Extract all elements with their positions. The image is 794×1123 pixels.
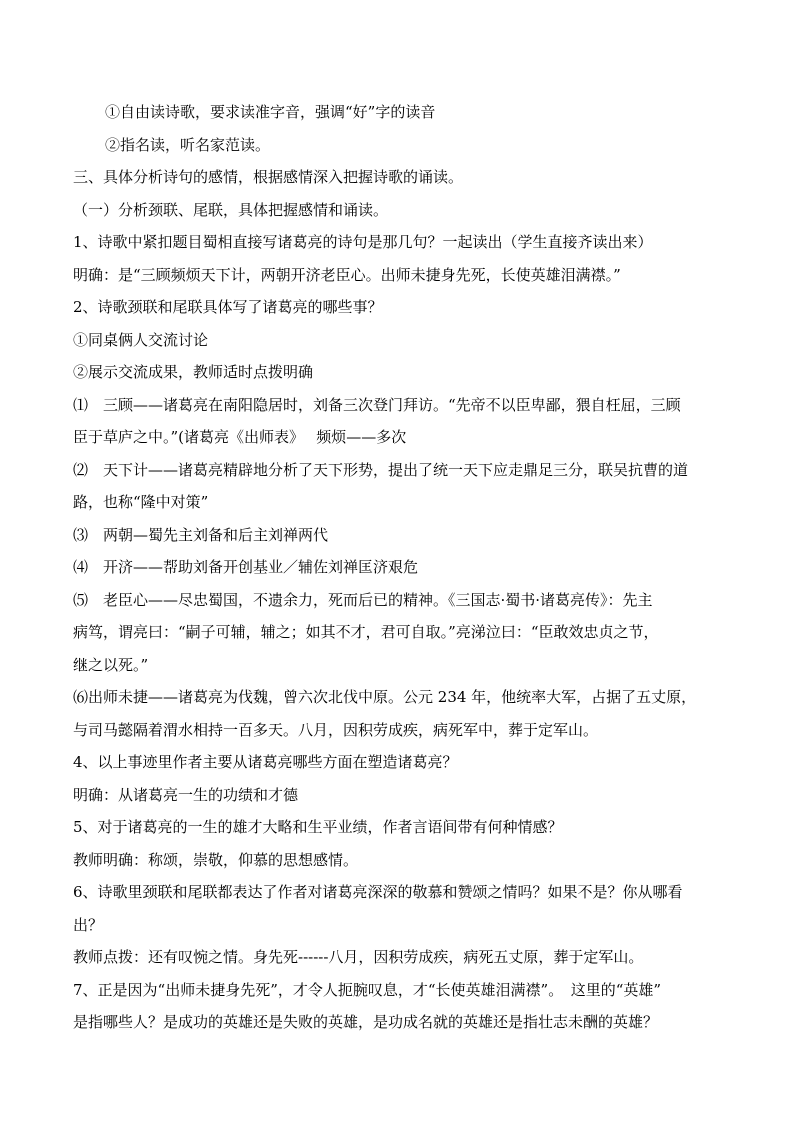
list-item-continuation: 继之以死。”: [73, 655, 149, 674]
subsection-heading: （一）分析颈联、尾联，具体把握感情和诵读。: [73, 200, 389, 219]
list-item: ⑹出师未捷——诸葛亮为伐魏，曾六次北伐中原。公元 234 年，他统率大军，占据了五丈原，: [73, 688, 697, 706]
answer-line: 教师明确：称颂，崇敬，仰慕的思想感情。: [73, 850, 359, 869]
list-item-continuation: 路，也称“隆中对策”: [73, 493, 209, 511]
section-heading: 三、具体分析诗句的感情，根据感情深入把握诗歌的诵读。: [73, 168, 464, 186]
answer-line: 教师点拨：还有叹惋之情。身先死------八月，因积劳成疾，病死五丈原，葬于定军山。: [73, 948, 644, 966]
list-item: ⑴ 三顾——诸葛亮在南阳隐居时，刘备三次登门拜访。“先帝不以臣卑鄙，猥自枉屈，三顾: [73, 395, 681, 414]
list-item: ⑶ 两朝—蜀先主刘备和后主刘禅两代: [73, 525, 329, 544]
list-item-continuation: 病笃，谓亮曰：“嗣子可辅，辅之；如其不才，君可自取。”亮涕泣曰：“臣敢效忠贞之节，: [73, 623, 659, 641]
paragraph-line: ②展示交流成果，教师适时点拨明确: [73, 363, 314, 381]
answer-line: 明确：从诸葛亮一生的功绩和才德: [73, 785, 299, 804]
question-line: 2、诗歌颈联和尾联具体写了诸葛亮的哪些事？: [73, 298, 383, 316]
question-line: 5、对于诸葛亮的一生的雄才大略和生平业绩，作者言语间带有何种情感？: [73, 818, 563, 836]
document-page: [73, 96, 733, 1039]
list-item: ⑸ 老臣心——尽忠蜀国，不遗余力，死而后已的精神。《三国志·蜀书·诸葛亮传》：先主: [73, 590, 653, 609]
question-line: 4、以上事迹里作者主要从诸葛亮哪些方面在塑造诸葛亮？: [73, 753, 458, 771]
paragraph-line: ①同桌俩人交流讨论: [73, 330, 209, 349]
answer-line: 明确：是“三顾频烦天下计，两朝开济老臣心。出师未捷身先死，长使英雄泪满襟。”: [73, 265, 621, 284]
list-item-continuation: 臣于草庐之中。”(诸葛亮《出师表》 频烦——多次: [73, 428, 407, 446]
list-item: ⑵ 天下计——诸葛亮精辟地分析了天下形势，提出了统一天下应走鼎足三分，联吴抗曹的道: [73, 460, 689, 479]
question-line-continuation: 是指哪些人？是成功的英雄还是失败的英雄，是功成名就的英雄还是指壮志未酬的英雄？: [73, 1013, 659, 1031]
question-line: 6、诗歌里颈联和尾联都表达了作者对诸葛亮深深的敬慕和赞颂之情吗？如果不是？你从哪看: [73, 883, 683, 901]
list-item: ⑷ 开济——帮助刘备开创基业／辅佐刘禅匡济艰危: [73, 558, 419, 576]
list-item-continuation: 与司马懿隔着渭水相持一百多天。八月，因积劳成疾，病死军中，葬于定军山。: [73, 720, 599, 739]
paragraph-line: ①自由读诗歌，要求读准字音，强调“好”字的读音: [105, 103, 436, 121]
paragraph-line: ②指名读，听名家范读。: [105, 135, 271, 154]
question-line: 7、正是因为“出师未捷身先死”，才令人扼腕叹息，才“长使英雄泪满襟”。 这里的“英雄”: [73, 980, 662, 999]
question-line: 1、诗歌中紧扣题目蜀相直接写诸葛亮的诗句是那几句？一起读出（学生直接齐读出来）: [73, 233, 653, 251]
question-line-continuation: 出？: [73, 915, 104, 934]
